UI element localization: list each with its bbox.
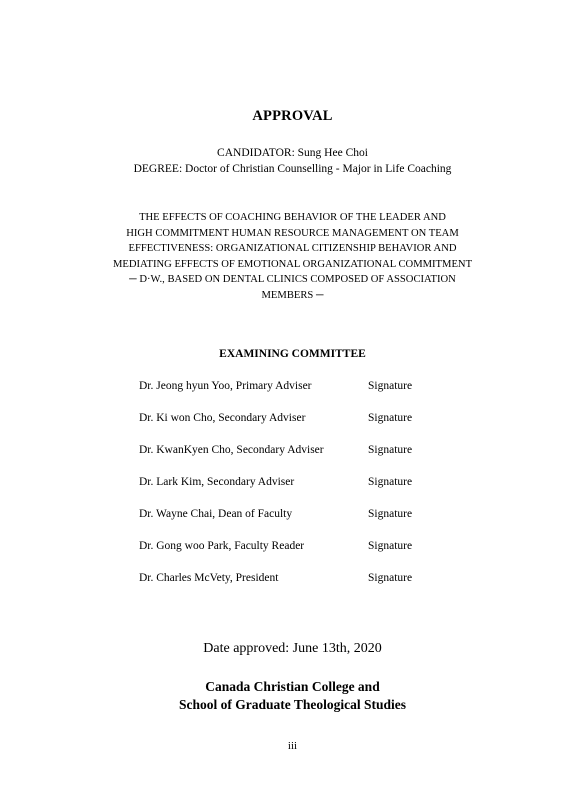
signature-label: Signature bbox=[368, 444, 413, 456]
committee-row bbox=[139, 508, 469, 524]
institution-name-line-2: School of Graduate Theological Studies bbox=[178, 697, 407, 712]
committee-heading: EXAMINING COMMITTEE bbox=[219, 348, 366, 360]
signature-label: Signature bbox=[368, 540, 413, 552]
thesis-title-line: EFFECTIVENESS: ORGANIZATIONAL CITIZENSHIP BEHAVIOR AND bbox=[128, 243, 457, 254]
committee-member-name: Dr. Ki won Cho, Secondary Adviser bbox=[139, 412, 306, 424]
committee-member-name: Dr. Wayne Chai, Dean of Faculty bbox=[139, 508, 293, 520]
candidator-line: CANDIDATOR: Sung Hee Choi bbox=[217, 147, 368, 159]
thesis-title bbox=[70, 210, 515, 303]
thesis-title-line: MEMBERS ─ bbox=[261, 289, 324, 301]
thesis-title-line: HIGH COMMITMENT HUMAN RESOURCE MANAGEMENT ON TEAM bbox=[126, 227, 459, 239]
signature-label: Signature bbox=[368, 380, 413, 392]
committee-member-name: Dr. KwanKyen Cho, Secondary Adviser bbox=[139, 444, 324, 456]
signature-label: Signature bbox=[368, 508, 413, 520]
signature-label: Signature bbox=[368, 572, 413, 584]
committee-member-name: Dr. Jeong hyun Yoo, Primary Adviser bbox=[139, 380, 312, 392]
institution-name-line-1: Canada Christian College and bbox=[205, 679, 380, 694]
committee-row bbox=[139, 476, 469, 492]
thesis-title-line: THE EFFECTS OF COACHING BEHAVIOR OF THE LEADER AND bbox=[139, 212, 446, 223]
committee-row bbox=[139, 540, 469, 556]
signature-label: Signature bbox=[368, 476, 413, 488]
thesis-title-line: MEDIATING EFFECTS OF EMOTIONAL ORGANIZATIONAL COMMITMENT bbox=[112, 258, 473, 270]
committee-row bbox=[139, 444, 469, 460]
committee-row bbox=[139, 572, 469, 588]
page-number: iii bbox=[287, 740, 298, 752]
signature-label: Signature bbox=[368, 412, 413, 424]
page-title: APPROVAL bbox=[252, 108, 333, 124]
degree-line: DEGREE: Doctor of Christian Counselling - Major in Life Coaching bbox=[133, 163, 452, 175]
committee-member-name: Dr. Gong woo Park, Faculty Reader bbox=[139, 540, 305, 552]
committee-member-name: Dr. Lark Kim, Secondary Adviser bbox=[139, 476, 295, 488]
thesis-title-line: ─ D·W., BASED ON DENTAL CLINICS COMPOSED OF ASSOCIATION bbox=[129, 274, 456, 285]
committee-member-name: Dr. Charles McVety, President bbox=[139, 572, 279, 584]
committee-row bbox=[139, 380, 469, 396]
committee-row bbox=[139, 412, 469, 428]
date-approved: Date approved: June 13th, 2020 bbox=[203, 641, 382, 656]
